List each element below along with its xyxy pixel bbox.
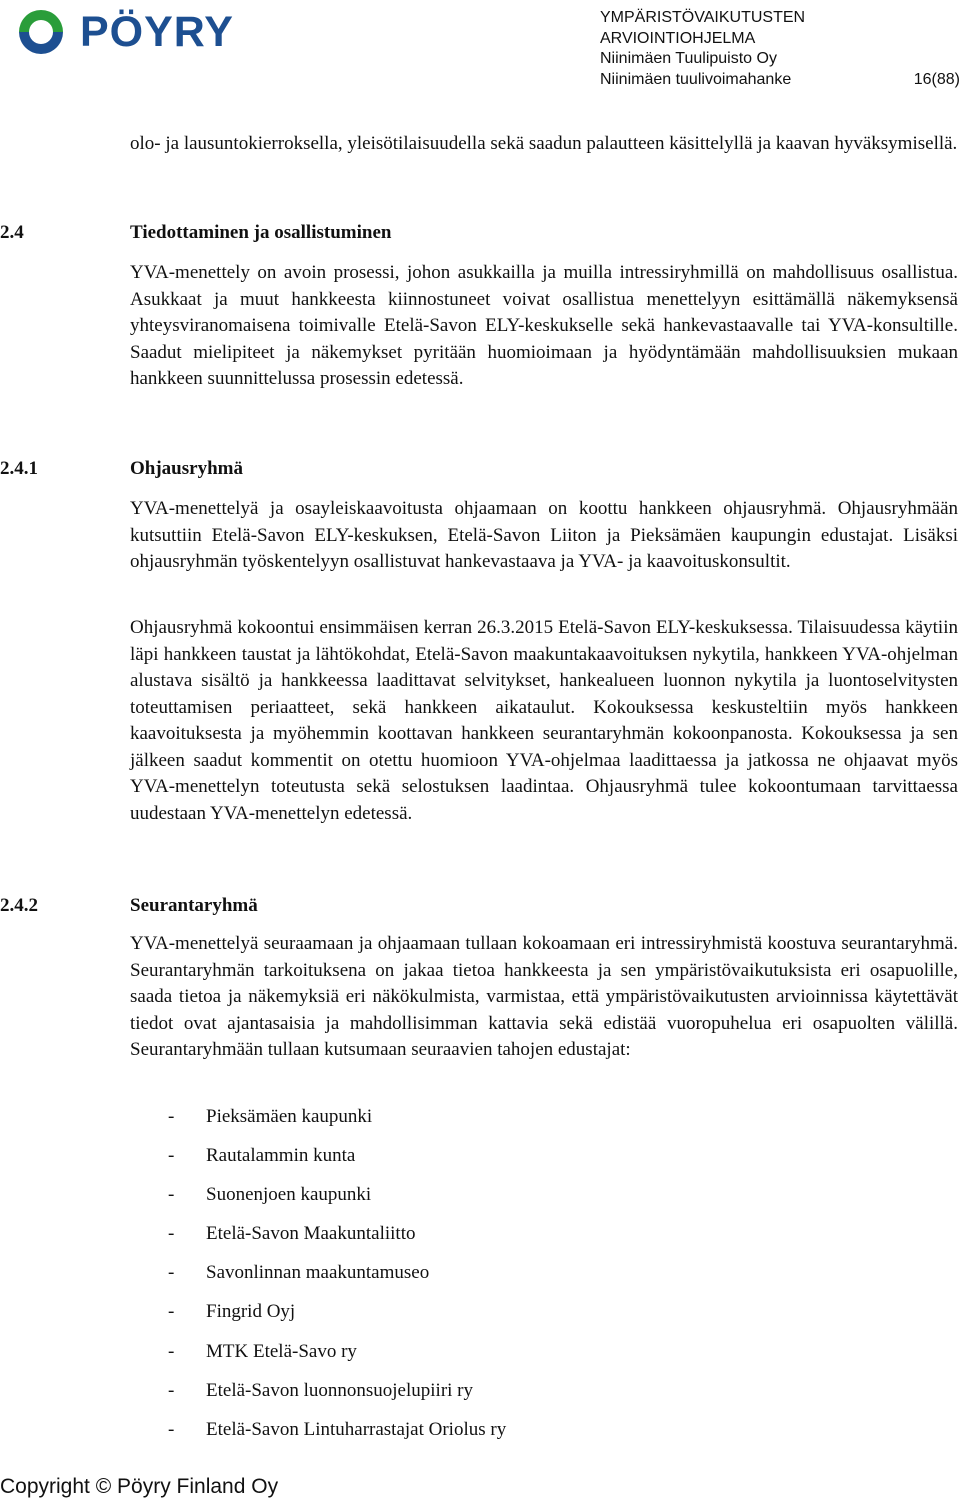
section-number: 2.4	[0, 222, 24, 243]
header-project-row	[600, 70, 960, 91]
paragraph-2-4-2: YVA-menettelyä seuraamaan ja ohjaamaan tullaan kokoamaan eri intressiryhmistä koostuva seurantaryhmä. Seurantaryhmän tarkoituksena on jakaa tietoa hankkeesta ja sen ympäristövaikutuksista eri osapuolille, saada tietoa ja näkemyksiä eri näkökulmista, varmistaa, että ympäristövaikutusten arvioinnissa käytettävät tiedot ovat ajantasaisia ja mahdollisimman kattavia sekä edistää vuoropuhelua eri osapuolten välillä. Seurantaryhmään tullaan kutsumaan seuraavien tahojen edustajat:	[130, 933, 958, 1060]
header-project-name: Niinimäen tuulivoimahanke	[600, 70, 792, 88]
list-item-text: Pieksämäen kaupunki	[206, 1106, 373, 1127]
list-item-text: Fingrid Oyj	[206, 1301, 296, 1323]
list-item-text: MTK Etelä-Savo ry	[206, 1340, 357, 1362]
header-document-subtype: ARVIOINTIOHJELMA	[600, 29, 756, 47]
poyry-logo-text: PÖYRY	[80, 8, 234, 56]
list-dash: -	[168, 1418, 175, 1440]
section-number: 2.4.2	[0, 895, 38, 916]
copyright-footer: Copyright © Pöyry Finland Oy	[0, 1475, 279, 1498]
paragraph-2-4: YVA-menettely on avoin prosessi, johon asukkailla ja muilla intressiryhmillä on mahdollisuus osallistua. Asukkaat ja muut hankkeesta kiinnostuneet voivat osallistua menettelyyn esittämällä näkemyksensä yhteysviranomaisena toimivalle Etelä-Savon ELY-keskukselle sekä hankevastaavalle tai YVA-konsultille. Saadut mielipiteet ja näkemykset pyritään huomioimaan ja hyödyntämään mahdollisuuksien mukaan hankkeen suunnittelussa prosessin edetessä.	[130, 262, 958, 389]
list-item-text: Savonlinnan maakuntamuseo	[206, 1262, 430, 1284]
paragraph-2-4-1-a: YVA-menettelyä ja osayleiskaavoitusta ohjaamaan on koottu hankkeen ohjausryhmä. Ohjausryhmään kutsuttiin Etelä-Savon ELY-keskuksen, Etelä-Savon Liiton ja Pieksämäen kaupungin edustajat. Lisäksi ohjausryhmän työskentelyyn osallistuvat hankevastaava ja YVA- ja kaavoituskonsultit.	[130, 498, 958, 572]
list-item-text: Rautalammin kunta	[206, 1145, 356, 1167]
header-company: Niinimäen Tuulipuisto Oy	[600, 50, 777, 67]
list-dash: -	[168, 1184, 175, 1206]
list-dash: -	[168, 1379, 175, 1401]
section-title: Seurantaryhmä	[130, 895, 258, 916]
list-dash: -	[168, 1340, 175, 1362]
section-title: Ohjausryhmä	[130, 458, 243, 479]
list-dash: -	[168, 1262, 175, 1284]
section-number: 2.4.1	[0, 458, 38, 479]
list-item-text: Etelä-Savon Lintuharrastajat Oriolus ry	[206, 1418, 507, 1440]
poyry-logo-mark-icon	[14, 6, 68, 58]
list-dash: -	[168, 1106, 175, 1127]
paragraph-2-4-1-b: Ohjausryhmä kokoontui ensimmäisen kerran 26.3.2015 Etelä-Savon ELY-keskuksessa. Tilaisuudessa käytiin läpi hankkeen taustat ja lähtökohdat, Etelä-Savon maakuntakaavoituksen nykytila, hankkeen YVA-ohjelman alustava sisältö ja hankkeessa laadittavat selvitykset, hankealueen luonnon nykytila ja luontoselvitysten toteuttamisen periaatteet, sekä hankkeen aikataulut. Kokouksessa keskusteltiin myös hankkeen kaavoituksesta ja myöhemmin koottavan hankkeen seurantaryhmän kokoonpanosta. Kokouksessa ja sen jälkeen saadut kommentit on otettu huomioon YVA-ohjelmaa laadittaessa ja jatkossa ne ohjaavat myös YVA-menettelyn toteutusta sekä selostuksen laadintaa. Ohjausryhmä tulee kokoontumaan tarvittaessa uudestaan YVA-menettelyn edetessä.	[130, 617, 958, 824]
header-document-type: YMPÄRISTÖVAIKUTUSTEN	[600, 9, 806, 26]
list-item-text: Etelä-Savon Maakuntaliitto	[206, 1223, 416, 1245]
page-number: 16(88)	[913, 70, 960, 88]
list-item-text: Suonenjoen kaupunki	[206, 1184, 372, 1206]
list-dash: -	[168, 1301, 175, 1323]
list-dash: -	[168, 1145, 175, 1167]
poyry-logo	[14, 6, 274, 58]
intro-paragraph: olo- ja lausuntokierroksella, yleisötilaisuudella sekä saadun palautteen käsittelyllä ja kaavan hyväksymisellä.	[130, 133, 958, 154]
section-title: Tiedottaminen ja osallistuminen	[130, 222, 392, 243]
document-header	[600, 8, 960, 90]
list-item-text: Etelä-Savon luonnonsuojelupiiri ry	[206, 1379, 474, 1401]
list-dash: -	[168, 1223, 175, 1245]
